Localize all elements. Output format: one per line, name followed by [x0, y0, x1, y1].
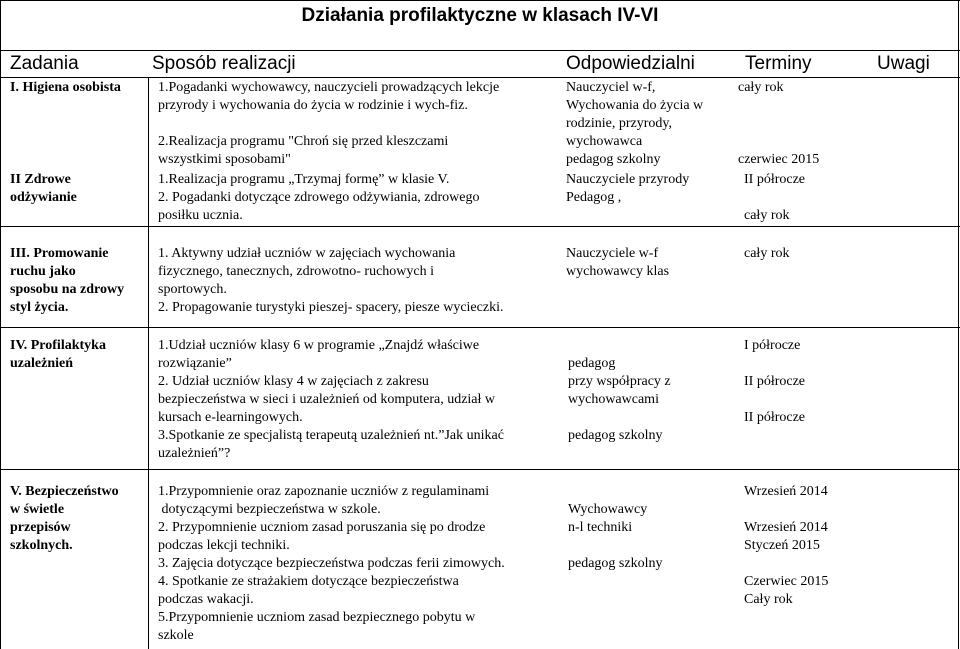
task-cell — [10, 483, 119, 555]
row-separator — [0, 226, 960, 227]
method-line: 3. Zajęcia dotyczące bezpieczeństwa podczas ferii zimowych. — [158, 556, 505, 571]
title-separator — [0, 50, 960, 51]
resp-line: pedagog szkolny — [566, 152, 661, 167]
task-line: II Zdrowe — [10, 172, 71, 187]
task-cell — [10, 171, 77, 207]
resp-line — [568, 537, 662, 555]
task-line: ruchu jako — [10, 264, 76, 279]
terms-cell — [744, 171, 805, 225]
terms-line — [738, 97, 819, 115]
resp-line: wychowawcy klas — [566, 264, 670, 279]
resp-line: n-l techniki — [568, 520, 633, 535]
method-line: 1.Udział uczniów klasy 6 w programie „Znajdź właściwe — [158, 338, 480, 353]
method-line: 1.Przypomnienie oraz zapoznanie uczniów z regulaminami — [158, 484, 490, 499]
resp-line: pedagog szkolny — [568, 556, 663, 571]
resp-cell — [568, 355, 671, 445]
row-separator — [0, 469, 960, 470]
task-line: przepisów — [10, 520, 71, 535]
terms-line: czerwiec 2015 — [738, 152, 820, 167]
terms-line — [738, 133, 819, 151]
task-line: IV. Profilaktyka — [10, 338, 106, 353]
task-line: szkolnych. — [10, 538, 73, 553]
header-terminy: Terminy — [745, 53, 812, 74]
resp-line: pedagog — [568, 356, 616, 371]
terms-line: Cały rok — [744, 592, 793, 607]
method-line: 1. Aktywny udział uczniów w zajęciach wychowania — [158, 246, 456, 261]
task-cell — [10, 79, 121, 97]
task-line: styl życia. — [10, 300, 69, 315]
task-cell — [10, 245, 124, 317]
method-cell — [158, 79, 499, 169]
task-line: I. Higiena osobista — [10, 80, 121, 95]
method-cell — [158, 483, 505, 645]
method-line: 2. Propagowanie turystyki pieszej- spacery, piesze wycieczki. — [158, 300, 504, 315]
table-border-right — [958, 0, 959, 649]
resp-line: wychowawca — [566, 134, 643, 149]
terms-line: cały rok — [744, 208, 790, 223]
resp-line: Nauczyciel w-f, — [566, 80, 656, 95]
resp-line: rodzinie, przyrody, — [566, 116, 672, 131]
resp-line: przy współpracy z — [568, 374, 671, 389]
task-cell — [10, 337, 106, 373]
terms-line — [738, 115, 819, 133]
terms-line: Wrzesień 2014 — [744, 484, 828, 499]
resp-line: wychowawcami — [568, 392, 659, 407]
resp-line: pedagog szkolny — [568, 428, 663, 443]
terms-line — [744, 189, 805, 207]
terms-line — [744, 391, 805, 409]
method-cell — [158, 245, 503, 317]
task-line: V. Bezpieczeństwo — [10, 484, 119, 499]
terms-line: II półrocze — [744, 410, 806, 425]
method-line: szkole — [158, 628, 194, 643]
terms-line — [744, 501, 828, 519]
task-line: w świetle — [10, 502, 65, 517]
resp-line: Wychowawcy — [568, 502, 648, 517]
method-line: kursach e-learningowych. — [158, 410, 303, 425]
resp-line: Pedagog , — [566, 190, 622, 205]
terms-line: Styczeń 2015 — [744, 538, 820, 553]
method-line: rozwiązanie” — [158, 356, 232, 371]
task-line: odżywianie — [10, 190, 77, 205]
method-line: bezpieczeństwa w sieci i uzależnień od komputera, udział w — [158, 392, 496, 407]
method-line: 2. Pogadanki dotyczące zdrowego odżywiania, zdrowego — [158, 190, 480, 205]
method-line: 5.Przypomnienie uczniom zasad bezpiecznego pobytu w — [158, 610, 476, 625]
terms-line: Wrzesień 2014 — [744, 520, 828, 535]
method-line: 4. Spotkanie ze strażakiem dotyczące bezpieczeństwa — [158, 574, 459, 589]
method-cell — [158, 337, 504, 463]
terms-line: cały rok — [738, 80, 784, 95]
method-line: podczas wakacji. — [158, 592, 254, 607]
method-line: 1.Realizacja programu „Trzymaj formę” w klasie V. — [158, 172, 450, 187]
header-uwagi: Uwagi — [877, 53, 930, 74]
method-line: 2.Realizacja programu "Chroń się przed kleszczami — [158, 134, 449, 149]
terms-line: II półrocze — [744, 172, 806, 187]
header-odpowiedzialni: Odpowiedzialni — [566, 53, 695, 74]
method-line: przyrody i wychowania do życia w rodzinie i wych-fiz. — [158, 98, 468, 113]
terms-line: cały rok — [744, 246, 790, 261]
row-separator — [0, 327, 960, 328]
header-separator — [0, 77, 960, 78]
header-sposob: Sposób realizacji — [152, 53, 296, 74]
resp-line: Nauczyciele przyrody — [566, 172, 690, 187]
terms-cell — [744, 337, 805, 427]
task-line: sposobu na zdrowy — [10, 282, 125, 297]
method-line: sportowych. — [158, 282, 227, 297]
terms-cell — [744, 245, 789, 263]
terms-cell — [744, 483, 828, 609]
terms-line: Czerwiec 2015 — [744, 574, 829, 589]
resp-line: Wychowania do życia w — [566, 98, 704, 113]
method-line: dotyczącymi bezpieczeństwa w szkole. — [158, 502, 381, 517]
method-line: posiłku ucznia. — [158, 208, 243, 223]
method-line: wszystkimi sposobami" — [158, 152, 291, 167]
resp-cell — [568, 501, 662, 573]
terms-line — [744, 355, 805, 373]
method-line: 2. Udział uczniów klasy 4 w zajęciach z zakresu — [158, 374, 429, 389]
method-line: 2. Przypomnienie uczniom zasad poruszania się po drodze — [158, 520, 486, 535]
resp-cell — [566, 171, 689, 207]
task-line: uzależnień — [10, 356, 73, 371]
table-border-top — [0, 0, 960, 1]
page-title: Działania profilaktyczne w klasach IV-VI — [301, 5, 659, 26]
resp-cell — [566, 79, 703, 169]
terms-line: I półrocze — [744, 338, 801, 353]
resp-line — [568, 409, 671, 427]
method-line: uzależnień”? — [158, 446, 231, 461]
method-line — [158, 115, 499, 133]
terms-line: II półrocze — [744, 374, 806, 389]
resp-line: Nauczyciele w-f — [566, 246, 659, 261]
table-border-left — [0, 0, 1, 649]
resp-cell — [566, 245, 669, 281]
method-line: fizycznego, tanecznych, zdrowotno- ruchowych i — [158, 264, 434, 279]
method-cell — [158, 171, 480, 225]
header-zadania: Zadania — [10, 53, 79, 74]
method-line: 3.Spotkanie ze specjalistą terapeutą uzależnień nt.”Jak unikać — [158, 428, 504, 443]
method-line: 1.Pogadanki wychowawcy, nauczycieli prowadzących lekcje — [158, 80, 500, 95]
terms-line — [744, 555, 828, 573]
terms-cell — [738, 79, 819, 169]
method-line: podczas lekcji techniki. — [158, 538, 290, 553]
task-line: III. Promowanie — [10, 246, 109, 261]
column-divider — [148, 77, 149, 649]
